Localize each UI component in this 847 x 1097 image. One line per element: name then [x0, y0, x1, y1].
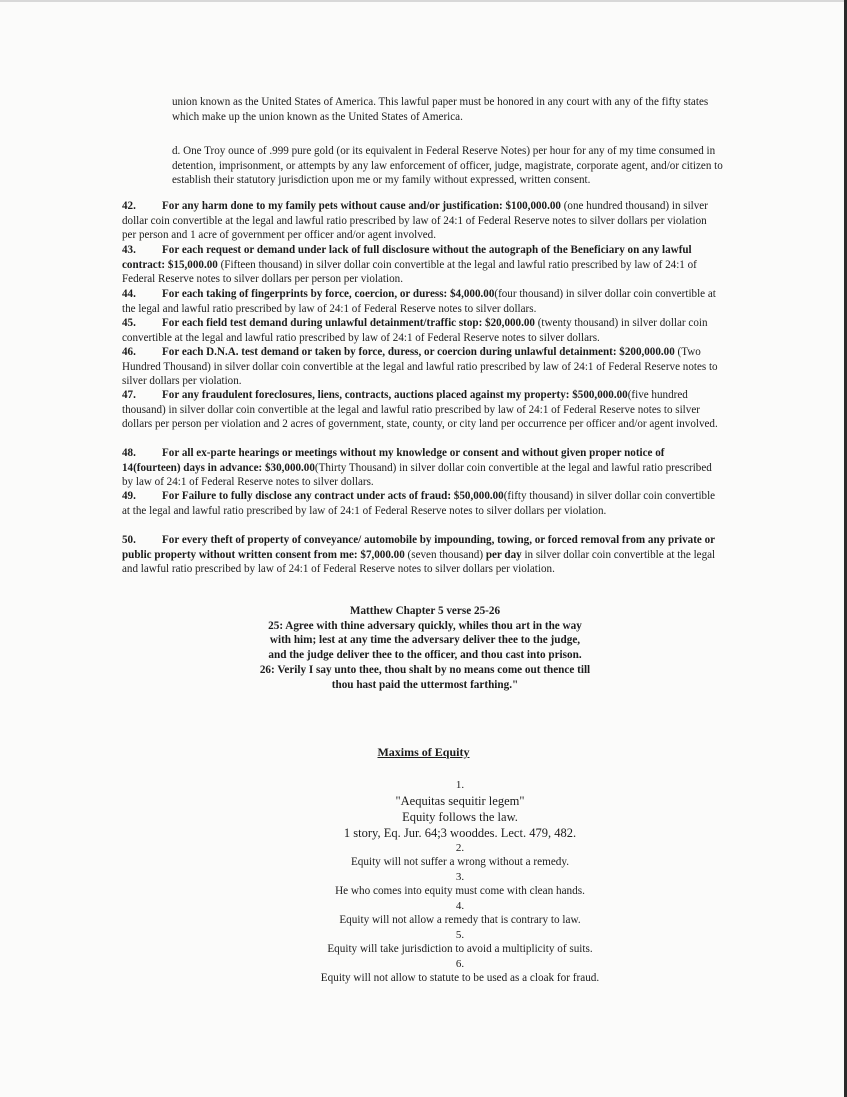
scripture-heading: Matthew Chapter 5 verse 25-26	[349, 605, 501, 617]
item-bold-text: For any harm done to my family pets without cause and/or justification: $100,000.00	[162, 200, 561, 212]
item-text: (five hundred thousand) in silver dollar coin convertible at the legal and lawful ratio prescribed by law of 24:1 of Federal Reserve notes to silver dollars per person per violation and 2 acres of government, state, county, or city land per occurrence per officer and/or agent involved.	[122, 389, 718, 431]
item-bold-text: For every theft of property of conveyance/ automobile by impounding, towing, or forced removal from any private or public property without written consent from me: $7,000.00	[122, 534, 715, 561]
clause-d-label: d.	[172, 145, 181, 157]
item-text: (Fifteen thousand) in silver dollar coin convertible at the legal and lawful ratio prescribed by law of 24:1 of Federal Reserve notes to silver dollars per person per violation.	[122, 258, 697, 286]
item-text: (twenty thousand) in silver dollar coin convertible at the legal and lawful ratio prescribed by law of 24:1 of Federal Reserve notes to silver dollars.	[122, 317, 708, 344]
item-48	[122, 446, 722, 490]
item-number: 45.	[122, 317, 136, 329]
item-text: (Two Hundred Thousand) in silver dollar coin convertible at the legal and lawful ratio prescribed by law of 24:1 of Federal Reserve notes to silver dollars per violation.	[122, 346, 718, 388]
item-text: (one hundred thousand) in silver dollar coin convertible at the legal and lawful ratio prescribed by law of 24:1 of Federal Reserve notes to silver dollars per violation per person and 1 acre of government per officer and/or agent involved.	[122, 200, 708, 242]
clause-d-text: One Troy ounce of .999 pure gold (or its equivalent in Federal Reserve Notes) per hour for any of my time consumed in detention, imprisonment, or attempts by any law enforcement of officer, judge, magistrate, corporate agent, and/or citizen to establish their statutory jurisdiction upon me or my family without expressed, written consent.	[172, 145, 723, 187]
maxims-title: Maxims of Equity	[377, 745, 470, 759]
maxim-number: 1.	[455, 779, 465, 791]
item-bold-text: For any fraudulent foreclosures, liens, contracts, auctions placed against my property: $500,000.00	[162, 389, 628, 401]
item-bold-text: For each D.N.A. test demand or taken by force, duress, or coercion during unlawful detainment: $200,000.00	[162, 346, 675, 358]
maxim-text: Equity will not suffer a wrong without a remedy.	[350, 856, 570, 868]
maxim-english: Equity follows the law.	[402, 809, 518, 824]
item-50	[122, 533, 722, 577]
clause-c-continuation: union known as the United States of America. This lawful paper must be honored in any court with any of the fifty states which make up the union known as the United States of America.	[172, 96, 709, 123]
item-bold-text: For all ex-parte hearings or meetings without my knowledge or consent and without given proper notice of 14(fourteen) days in advance: $30,000.00	[122, 447, 665, 474]
maxim-text: He who comes into equity must come with clean hands.	[335, 885, 585, 897]
scripture-line: thou hast paid the uttermost farthing."	[331, 678, 519, 691]
scripture-quote	[215, 604, 635, 692]
item-bold-text-2: per day	[485, 548, 522, 561]
item-number: 44.	[122, 288, 136, 300]
item-49	[122, 489, 722, 518]
maxim-citation: 1 story, Eq. Jur. 64;3 wooddes. Lect. 479, 482.	[343, 825, 577, 840]
item-text-2: in silver dollar coin convertible at the legal and lawful ratio prescribed by law of 24:1 of Federal Reserve notes to silver dollars per violation.	[122, 548, 716, 576]
item-number: 47.	[122, 389, 136, 401]
scripture-line: 25: Agree with thine adversary quickly, whiles thou art in the way	[268, 619, 582, 632]
scripture-line: and the judge deliver thee to the officer, and thou cast into prison.	[268, 649, 582, 662]
maxim-number: 6.	[455, 957, 465, 970]
maxims-list	[250, 778, 670, 986]
item-text: (four thousand) in silver dollar coin convertible at the legal and lawful ratio prescribed by law of 24:1 of Federal Reserve notes to silver dollars.	[122, 288, 716, 315]
item-number: 48.	[122, 447, 136, 459]
item-text: (Thirty Thousand) in silver dollar coin convertible at the legal and lawful ratio prescribed by law of 24:1 of Federal Reserve notes to silver dollars.	[122, 461, 712, 489]
item-44	[122, 287, 722, 316]
scan-top-edge	[0, 0, 847, 2]
item-bold-text: For each taking of fingerprints by force, coercion, or duress: $4,000.00	[162, 288, 495, 300]
item-45	[122, 316, 722, 345]
item-number: 46.	[122, 346, 136, 358]
maxim-text: Equity will not allow a remedy that is contrary to law.	[339, 914, 581, 926]
item-number: 42.	[122, 200, 136, 212]
item-number: 49.	[122, 490, 136, 502]
item-bold-text: For Failure to fully disclose any contract under acts of fraud: $50,000.00	[162, 490, 504, 502]
clause-d	[172, 144, 724, 188]
item-bold-text: For each field test demand during unlawful detainment/traffic stop: $20,000.00	[162, 317, 535, 329]
maxim-number: 5.	[455, 928, 465, 941]
maxim-number: 3.	[455, 870, 465, 883]
maxim-text: Equity will not allow to statute to be used as a cloak for fraud.	[320, 972, 600, 984]
maxim-latin: "Aequitas sequitir legem"	[395, 793, 525, 808]
item-text: (seven thousand)	[404, 548, 486, 561]
item-43	[122, 243, 722, 287]
item-number: 43.	[122, 244, 136, 256]
scripture-line: with him; lest at any time the adversary deliver thee to the judge,	[269, 634, 581, 647]
item-47	[122, 388, 722, 432]
item-46	[122, 345, 722, 389]
maxim-number: 2.	[455, 841, 465, 854]
item-bold-text: For each request or demand under lack of full disclosure without the autograph of the Beneficiary on any lawful contract: $15,000.00	[122, 244, 692, 271]
maxim-number: 4.	[455, 899, 465, 912]
maxim-text: Equity will take jurisdiction to avoid a multiplicity of suits.	[327, 943, 593, 955]
item-text: (fifty thousand) in silver dollar coin convertible at the legal and lawful ratio prescribed by law of 24:1 of Federal Reserve notes to silver dollars per violation.	[122, 490, 716, 517]
item-42	[122, 199, 722, 243]
scripture-line: 26: Verily I say unto thee, thou shalt by no means come out thence till	[259, 663, 591, 676]
item-number: 50.	[122, 534, 136, 546]
